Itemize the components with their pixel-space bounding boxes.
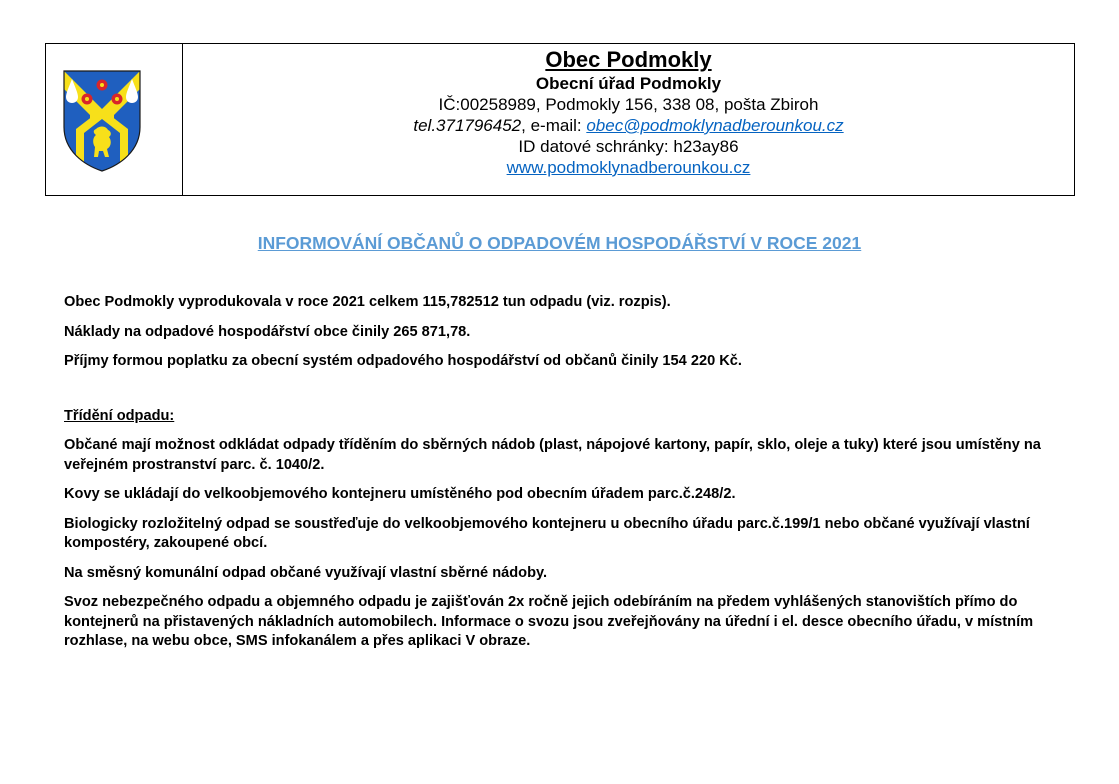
address-line: IČ:00258989, Podmokly 156, 338 08, pošta Zbiroh bbox=[438, 95, 819, 114]
summary-income: Příjmy formou poplatku za obecní systém odpadového hospodářství od občanů činily 154 220 Kč. bbox=[64, 353, 742, 369]
summary-costs: Náklady na odpadové hospodářství obce činily 265 871,78. bbox=[64, 323, 471, 340]
coat-of-arms-icon bbox=[62, 69, 142, 173]
databox-line: ID datové schránky: h23ay86 bbox=[518, 137, 739, 156]
municipality-name: Obec Podmokly bbox=[545, 47, 712, 72]
email-label: , e-mail: bbox=[521, 116, 587, 135]
document-heading: INFORMOVÁNÍ OBČANŮ O ODPADOVÉM HOSPODÁŘSTVÍ V ROCE 2021 bbox=[257, 233, 862, 253]
logo-cell bbox=[46, 44, 183, 195]
paragraph-hazardous: Svoz nebezpečného odpadu a objemného odpadu je zajišťován 2x ročně jejich odebíráním na předem vyhlášených stanovištích přímo do kontejnerů na přistavených nákladních automobilech. Informace o svozu jsou zveřejňovány na úřední i el. desce obecního úřadu, v místním rozhlase, na webu obce, SMS infokanálem a přes aplikaci V obraze. bbox=[64, 594, 1034, 649]
document-body bbox=[64, 293, 1054, 662]
section-title: Třídění odpadu: bbox=[64, 407, 175, 424]
paragraph-metals: Kovy se ukládají do velkoobjemového kontejneru umístěného pod obecním úřadem parc.č.248/2. bbox=[64, 486, 736, 502]
email-link[interactable]: obec@podmoklynadberounkou.cz bbox=[586, 116, 844, 135]
paragraph-sorting: Občané mají možnost odkládat odpady tříděním do sběrných nádob (plast, nápojové kartony, papír, sklo, oleje a tuky) které jsou umístěny na veřejném prostranství parc. č. 1040/2. bbox=[64, 437, 1041, 473]
contact-line bbox=[183, 115, 1074, 136]
municipality-info bbox=[183, 44, 1074, 195]
summary-production: Obec Podmokly vyprodukovala v roce 2021 celkem 115,782512 tun odpadu (viz. rozpis). bbox=[64, 294, 671, 310]
phone-number: tel.371796452 bbox=[413, 116, 522, 135]
website-link[interactable]: www.podmoklynadberounkou.cz bbox=[506, 158, 751, 177]
office-name: Obecní úřad Podmokly bbox=[535, 74, 722, 93]
paragraph-bio: Biologicky rozložitelný odpad se soustřeďuje do velkoobjemového kontejneru u obecního úřadu parc.č.199/1 nebo občané využívají vlastní kompostéry, zakoupené obcí. bbox=[64, 515, 1030, 551]
letterhead bbox=[45, 43, 1075, 196]
paragraph-mixed: Na směsný komunální odpad občané využívají vlastní sběrné nádoby. bbox=[64, 564, 548, 581]
